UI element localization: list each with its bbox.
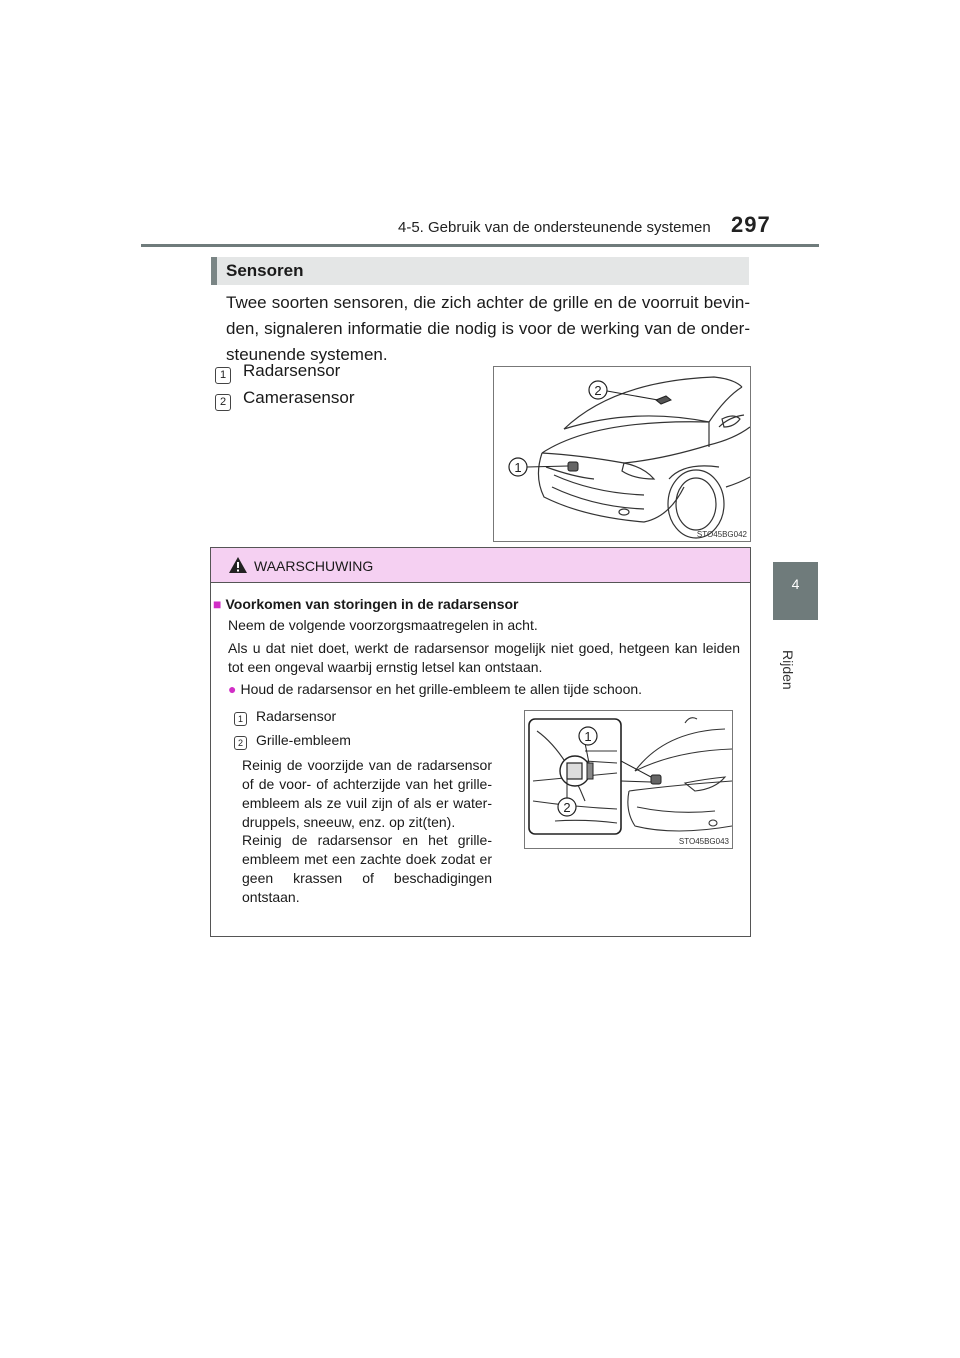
chapter-number: 4 [791,576,800,592]
grille-emblem-illustration [524,710,733,849]
callout-label: 1 [514,460,522,475]
sensor-item-camera [215,388,355,411]
warning-paragraph: Neem de volgende voorzorgsmaatregelen in acht. [228,617,538,633]
warning-item-label: Grille-embleem [256,732,351,748]
warning-item-emblem [234,732,351,750]
callout-number: 1 [215,367,231,384]
warning-triangle-icon [228,556,248,574]
warning-heading [213,596,519,612]
warning-bullet-text: Houd de radarsensor en het grille-embleem te allen tijde schoon. [240,681,643,697]
callout-label: 1 [584,729,592,744]
callout-label: 2 [594,383,602,398]
round-bullet-icon: ● [228,681,237,697]
warning-header [211,548,750,583]
figure-code: STO45BG042 [696,530,747,539]
callout-number: 2 [234,736,247,750]
section-title: Sensoren [226,261,304,280]
chapter-label: Rijden [780,650,796,690]
warning-item-radar [234,708,337,726]
warning-title: WAARSCHUWING [254,558,374,574]
section-heading-accent [211,257,217,285]
car-front-drawing [494,367,750,541]
warning-paragraph: Reinig de voorzijde van de radarsensor of de voor- of achterzijde van het grille-embleem als ze vuil zijn of als er water-druppels, sneeuw, enz. op zit(ten). [242,757,492,830]
sensor-item-radar [215,361,341,384]
warning-heading-text: Voorkomen van storingen in de radarsensor [225,596,519,612]
callout-label: 2 [563,800,571,815]
warning-paragraph: Als u dat niet doet, werkt de radarsensor mogelijk niet goed, hetgeen kan leiden tot een ongeval waarbij ernstig letsel kan ontstaan. [228,640,740,675]
warning-paragraph: Reinig de radarsensor en het grille-embleem met een zachte doek zodat er geen krassen of beschadigingen ontstaan. [242,832,492,905]
callout-number: 1 [234,712,247,726]
section-intro: Twee soorten sensoren, die zich achter de grille en de voorruit bevin-den, signaleren informatie die nodig is voor de werking van de onder-steunende systemen. [226,293,750,364]
grille-closeup-drawing [525,711,732,848]
header-rule [141,244,819,247]
car-sensor-illustration [493,366,751,542]
running-header-title: 4-5. Gebruik van de ondersteunende systemen [398,219,711,236]
figure-code: STO45BG043 [678,837,729,846]
warning-item-label: Radarsensor [256,708,337,724]
square-bullet-icon: ■ [213,596,222,612]
callout-number: 2 [215,394,231,411]
warning-bullet [228,680,740,699]
sensor-item-label: Radarsensor [243,361,341,380]
page-number: 297 [731,212,771,237]
sensor-item-label: Camerasensor [243,388,355,407]
